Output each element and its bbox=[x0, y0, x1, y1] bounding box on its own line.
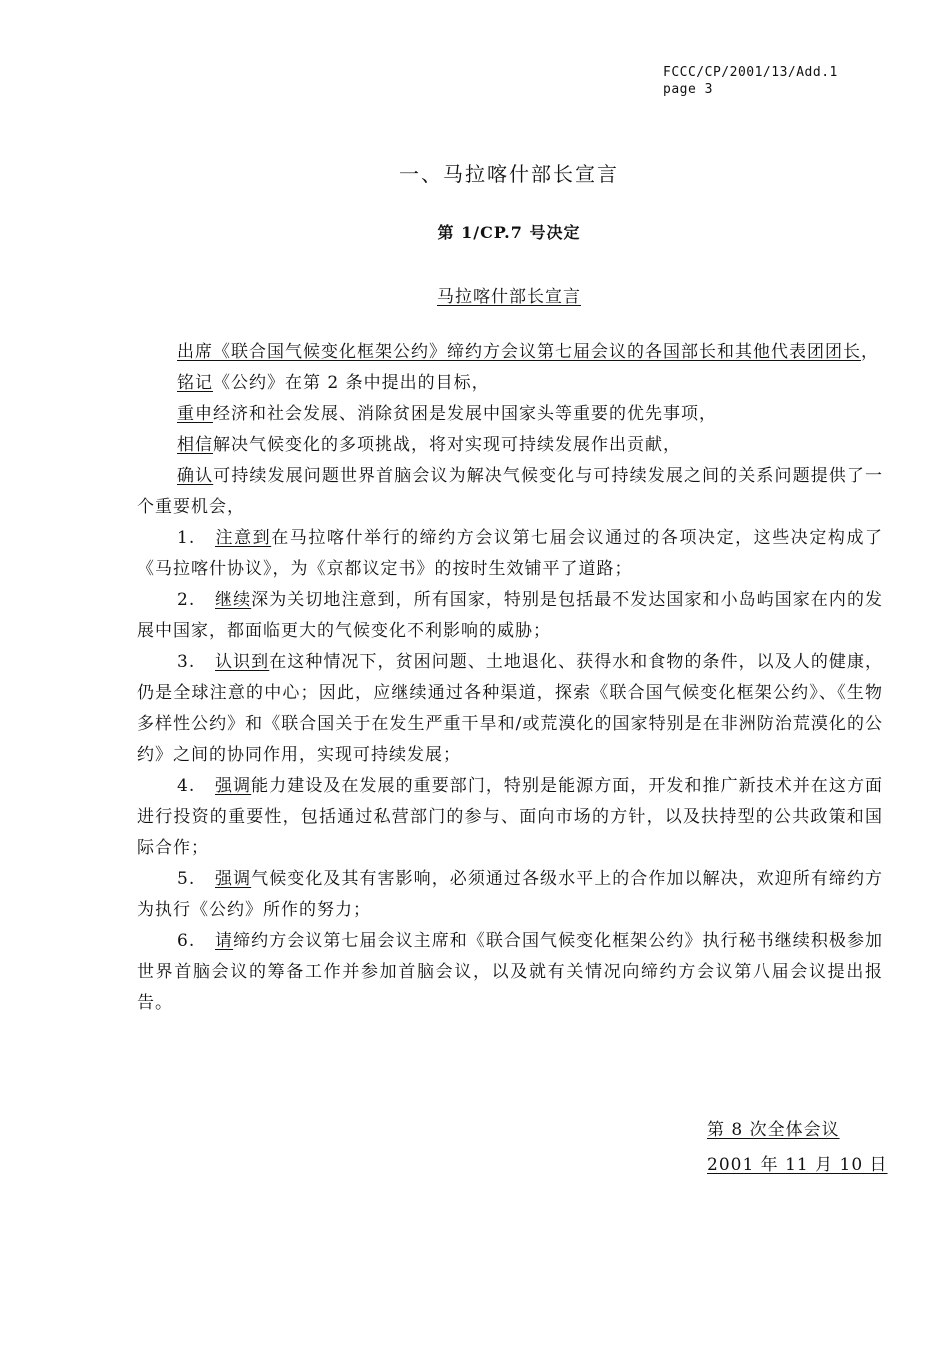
paragraph-lead: 强调 bbox=[215, 776, 252, 796]
preamble-paragraph bbox=[137, 368, 883, 399]
preamble-lead: 相信 bbox=[177, 435, 213, 455]
preamble-text: 经济和社会发展、消除贫困是发展中国家头等重要的优先事项， bbox=[213, 404, 717, 424]
operative-paragraph-2 bbox=[137, 585, 883, 647]
paragraph-lead: 继续 bbox=[215, 590, 252, 610]
date-text: 2001 年 11 月 10 日 bbox=[707, 1155, 888, 1175]
decision-number: 第 1/CP.7 号决定 bbox=[437, 223, 581, 242]
document-header bbox=[663, 64, 838, 98]
paragraph-number: 2. bbox=[177, 590, 196, 610]
date-line bbox=[707, 1150, 888, 1175]
page-number: page 3 bbox=[663, 82, 713, 97]
preamble-text: 可持续发展问题世界首脑会议为解决气候变化与可持续发展之间的关系问题提供了一个重要机会， bbox=[137, 466, 884, 517]
preamble-paragraph bbox=[137, 461, 883, 523]
preamble-text: 解决气候变化的多项挑战，将对实现可持续发展作出贡献， bbox=[213, 435, 681, 455]
meeting-text: 第 8 次全体会议 bbox=[707, 1120, 840, 1140]
meeting-line bbox=[707, 1115, 840, 1140]
paragraph-number: 5. bbox=[177, 869, 196, 889]
paragraph-text: 深为关切地注意到，所有国家，特别是包括最不发达国家和小岛屿国家在内的发展中国家，都面临更大的气候变化不利影响的威胁； bbox=[137, 590, 884, 641]
preamble-text: ， bbox=[861, 342, 879, 362]
preamble-paragraph bbox=[137, 399, 883, 430]
preamble-text: 《公约》在第 2 条中提出的目标， bbox=[213, 373, 490, 393]
declaration-body bbox=[137, 337, 883, 1019]
paragraph-number: 3. bbox=[177, 652, 196, 672]
preamble-lead: 出席《联合国气候变化框架公约》缔约方会议第七届会议的各国部长和其他代表团团长 bbox=[177, 342, 861, 362]
preamble-paragraph bbox=[137, 430, 883, 461]
paragraph-lead: 注意到 bbox=[215, 528, 272, 548]
paragraph-lead: 请 bbox=[215, 931, 234, 951]
paragraph-number: 1. bbox=[177, 528, 196, 548]
paragraph-text: 在这种情况下，贫困问题、土地退化、获得水和食物的条件，以及人的健康，仍是全球注意的中心；因此，应继续通过各种渠道，探索《联合国气候变化框架公约》、《生物多样性公约》和《联合国关于在发生严重干旱和/或荒漠化的国家特别是在非洲防治荒漠化的公约》之间的协同作用，实现可持续发展； bbox=[137, 652, 884, 765]
paragraph-text: 能力建设及在发展的重要部门，特别是能源方面，开发和推广新技术并在这方面进行投资的重要性，包括通过私营部门的参与、面向市场的方针，以及扶持型的公共政策和国际合作； bbox=[137, 776, 884, 858]
operative-paragraph-3 bbox=[137, 647, 883, 771]
preamble-lead: 确认 bbox=[177, 466, 214, 486]
paragraph-number: 4. bbox=[177, 776, 196, 796]
paragraph-text: 在马拉喀什举行的缔约方会议第七届会议通过的各项决定，这些决定构成了《马拉喀什协议》，为《京都议定书》的按时生效铺平了道路； bbox=[137, 528, 884, 579]
paragraph-text: 缔约方会议第七届会议主席和《联合国气候变化框架公约》执行秘书继续积极参加世界首脑会议的筹备工作并参加首脑会议，以及就有关情况向缔约方会议第八届会议提出报告。 bbox=[137, 931, 883, 1013]
operative-paragraph-6 bbox=[137, 926, 883, 1019]
paragraph-lead: 认识到 bbox=[215, 652, 270, 672]
paragraph-text: 气候变化及其有害影响，必须通过各级水平上的合作加以解决，欢迎所有缔约方为执行《公约》所作的努力； bbox=[137, 869, 884, 920]
document-symbol: FCCC/CP/2001/13/Add.1 bbox=[663, 65, 838, 80]
preamble-lead: 铭记 bbox=[177, 373, 213, 393]
preamble-lead: 重申 bbox=[177, 404, 213, 424]
declaration-title bbox=[0, 282, 950, 307]
operative-paragraph-4 bbox=[137, 771, 883, 864]
declaration-title-text: 马拉喀什部长宣言 bbox=[437, 287, 581, 307]
paragraph-number: 6. bbox=[177, 931, 196, 951]
operative-paragraph-5 bbox=[137, 864, 883, 926]
paragraph-lead: 强调 bbox=[215, 869, 252, 889]
preamble-paragraph bbox=[137, 337, 883, 368]
operative-paragraph-1 bbox=[137, 523, 883, 585]
page-title: 一、马拉喀什部长宣言 bbox=[399, 162, 619, 186]
